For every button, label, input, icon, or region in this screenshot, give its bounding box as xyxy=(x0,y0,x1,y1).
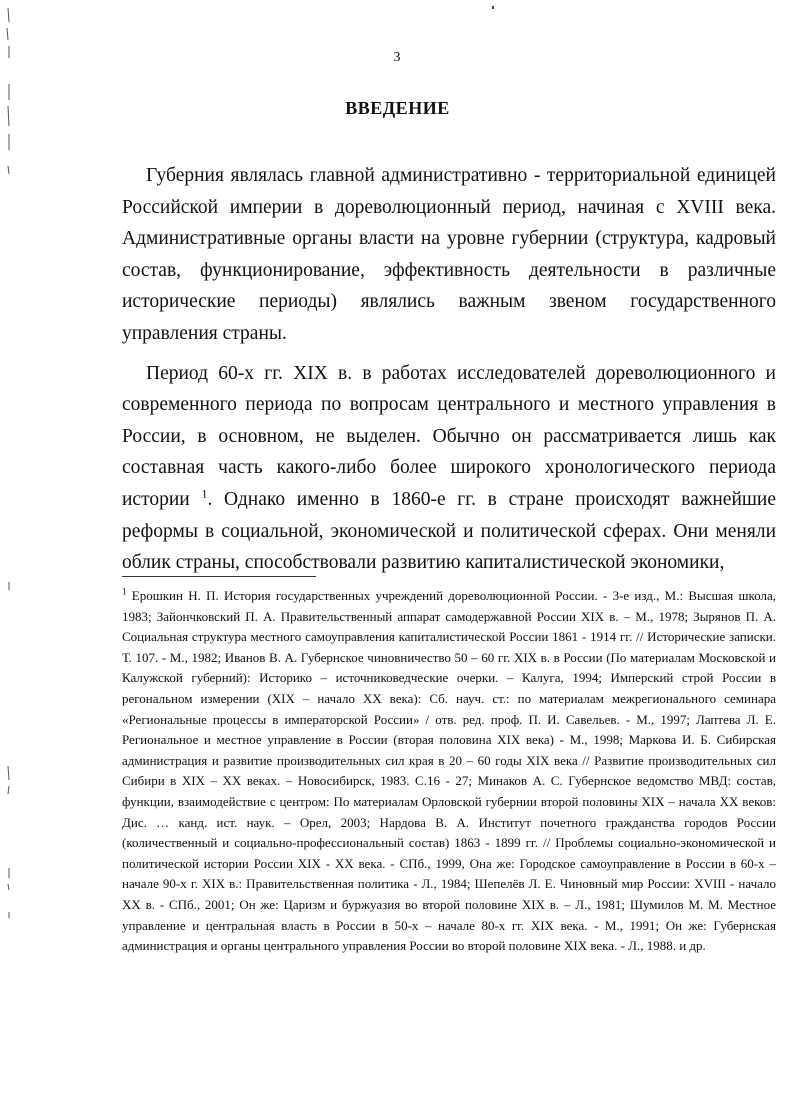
footnote-1 xyxy=(122,586,776,957)
scan-artifacts xyxy=(0,0,20,1097)
section-title: ВВЕДЕНИЕ xyxy=(345,98,450,118)
paragraph-2-part-2: . Однако именно в 1860-е гг. в стране происходят важнейшие реформы в социальной, экономической и политической сферах. Они меняли облик страны, способствовали развитию капиталистической экономики, xyxy=(122,488,776,574)
paragraph-2 xyxy=(122,358,776,579)
footnote-text: Ерошкин Н. П. История государственных учреждений дореволюционной России. - 3-е изд., М.: Высшая школа, 1983; Зайончковский П. А. Правительственный аппарат самодержавной России XIX в. – М., 1978; Зырянов П. А. Социальная структура местного самоуправления капиталистической России 1861 - 1914 гг. // Исторические записки. Т. 107. - М., 1982; Иванов В. А. Губернское чиновничество 50 – 60 гг. XIX в. в России (По материалам Московской и Калужской губерний): Историко – источниковедческие очерки. – Калуга, 1994; Имперский строй России в регональном измерении (XIX – начало XX века): Сб. науч. ст.: по материалам межрегионального семинара «Региональные процессы в императорской России» / отв. ред. проф. П. И. Савельев. - М., 1997; Лаптева Л. Е. Региональное и местное управление в России (вторая половина XIX века) - М., 1998; Маркова И. Б. Сибирская администрация и развитие производительных сил края в 20 – 60 годы XIX века // Развитие производительных сил Сибири в XIX – XX веках. – Новосибирск, 1983. С.16 - 27; Минаков А. С. Губернское ведомство МВД: состав, функции, взаимодействие с центром: По материалам Орловской губернии второй половины XIX – начала XX веков: Дис. … канд. ист. наук. – Орел, 2003; Нардова В. А. Институт почетного гражданства городов России (количественный и социально-профессиональный состав) 1863 - 1899 гг. // Проблемы социально-экономической и политической истории России XIX - XX века. - СПб., 1999, Она же: Городское самоуправление в России в 60-х – начале 90-х г. XIX в.: Правительственная политика - Л., 1984; Шепелёв Л. Е. Чиновный мир России: XVIII - начало XX в. - СПб., 2001; Он же: Царизм и буржуазия во второй половине XIX в. – Л., 1981; Шумилов М. М. Местное управление и центральная власть в России в 50-х – начале 80-х гг. XIX века. - М., 1991; Он же: Губернская администрация и органы центрального управления России во второй половине XIX века. - Л., 1988. и др. xyxy=(122,588,777,954)
footnote xyxy=(122,586,776,957)
main-text xyxy=(122,160,776,579)
footnote-reference[interactable]: 1 xyxy=(201,486,208,501)
paragraph-1: Губерния являлась главной административно - территориальной единицей Российской империи в дореволюционный период, начиная с XVIII века. Административные органы власти на уровне губернии (структура, кадровый состав, функционирование, эффективность деятельности в различные исторические периоды) являлись важным звеном государственного управления страны. xyxy=(122,165,776,344)
footnote-mark: 1 xyxy=(122,586,127,597)
footnote-divider xyxy=(122,576,316,577)
paragraph-2-part-1: Период 60-х гг. XIX в. в работах исследователей дореволюционного и современного периода по вопросам центрального и местного управления в России, в основном, не выделен. Обычно он рассматривается лишь как составная часть какого-либо более широкого хронологического периода истории xyxy=(122,362,776,510)
page-number: 3 xyxy=(393,50,401,65)
scan-dot xyxy=(492,6,494,9)
